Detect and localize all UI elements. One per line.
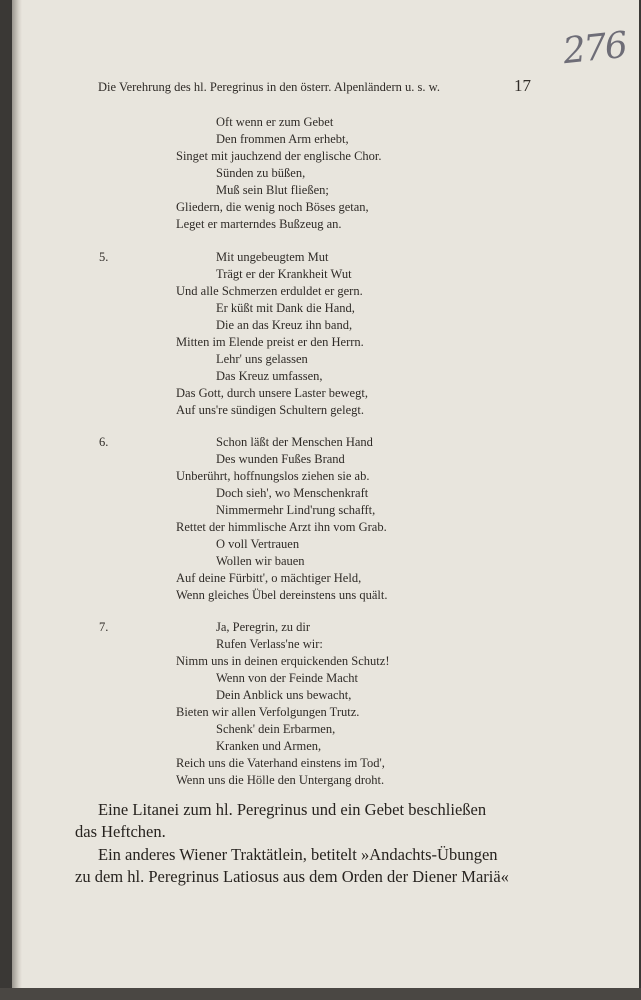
verse-line: Mit ungebeugtem Mut: [216, 250, 329, 264]
verse-line: Singet mit jauchzend der englische Chor.: [176, 149, 382, 163]
paragraph-line: Eine Litanei zum hl. Peregrinus und ein Gebet beschließen: [98, 800, 487, 819]
handwritten-page-annotation: 276: [561, 24, 628, 73]
paragraph-line: Ein anderes Wiener Traktätlein, betitelt »Andachts-Übungen: [98, 845, 498, 864]
verse-line: Reich uns die Vaterhand einstens im Tod',: [176, 756, 385, 770]
verse-line: Mitten im Elende preist er den Herrn.: [176, 335, 364, 349]
verse-line: Dein Anblick uns bewacht,: [216, 688, 352, 702]
verse-line: Nimm uns in deinen erquickenden Schutz!: [176, 654, 390, 668]
paragraph-line: das Heftchen.: [75, 822, 166, 841]
verse-line: Auf uns're sündigen Schultern gelegt.: [176, 403, 364, 417]
verse-line: Wollen wir bauen: [216, 554, 305, 568]
verse-line: Das Gott, durch unsere Laster bewegt,: [176, 386, 368, 400]
verse-line: Schon läßt der Menschen Hand: [216, 435, 373, 449]
verse-line: Wenn gleiches Übel dereinstens uns quält.: [176, 588, 388, 602]
verse-line: Ja, Peregrin, zu dir: [216, 620, 311, 634]
stanza-number: 7.: [99, 620, 109, 634]
verse-line: Rufen Verlass'ne wir:: [216, 637, 323, 651]
verse-line: Wenn uns die Hölle den Untergang droht.: [176, 773, 385, 787]
verse-line: Doch sieh', wo Menschenkraft: [216, 486, 369, 500]
verse-line: Muß sein Blut fließen;: [216, 183, 329, 197]
page-gutter-shadow: [12, 0, 22, 988]
verse-line: Auf deine Fürbitt', o mächtiger Held,: [176, 571, 362, 585]
verse-line: Unberührt, hoffnungslos ziehen sie ab.: [176, 469, 370, 483]
verse-line: Gliedern, die wenig noch Böses getan,: [176, 200, 369, 214]
stanza-number: 6.: [99, 435, 109, 449]
verse-line: Bieten wir allen Verfolgungen Trutz.: [176, 705, 360, 719]
scan-background-strip: [0, 988, 641, 1000]
verse-line: Oft wenn er zum Gebet: [216, 115, 334, 129]
verse-line: Lehr' uns gelassen: [216, 352, 308, 366]
verse-line: Und alle Schmerzen erduldet er gern.: [176, 284, 363, 298]
stanza-number: 5.: [99, 250, 109, 264]
verse-line: Sünden zu büßen,: [216, 166, 306, 180]
verse-line: Trägt er der Krankheit Wut: [216, 267, 352, 281]
verse-line: Schenk' dein Erbarmen,: [216, 722, 336, 736]
verse-line: Des wunden Fußes Brand: [216, 452, 345, 466]
verse-line: Das Kreuz umfassen,: [216, 369, 323, 383]
verse-line: Nimmermehr Lind'rung schafft,: [216, 503, 376, 517]
verse-line: Rettet der himmlische Arzt ihn vom Grab.: [176, 520, 387, 534]
paragraph-line: zu dem hl. Peregrinus Latiosus aus dem Orden der Diener Mariä«: [75, 867, 509, 886]
verse-line: Er küßt mit Dank die Hand,: [216, 301, 355, 315]
running-head: Die Verehrung des hl. Peregrinus in den österr. Alpenländern u. s. w.: [98, 80, 440, 94]
verse-line: Leget er marterndes Bußzeug an.: [176, 217, 342, 231]
verse-line: Den frommen Arm erhebt,: [216, 132, 349, 146]
verse-line: Wenn von der Feinde Macht: [216, 671, 359, 685]
verse-line: Kranken und Armen,: [216, 739, 322, 753]
page-number: 17: [514, 76, 531, 95]
verse-line: O voll Vertrauen: [216, 537, 300, 551]
verse-line: Die an das Kreuz ihn band,: [216, 318, 353, 332]
